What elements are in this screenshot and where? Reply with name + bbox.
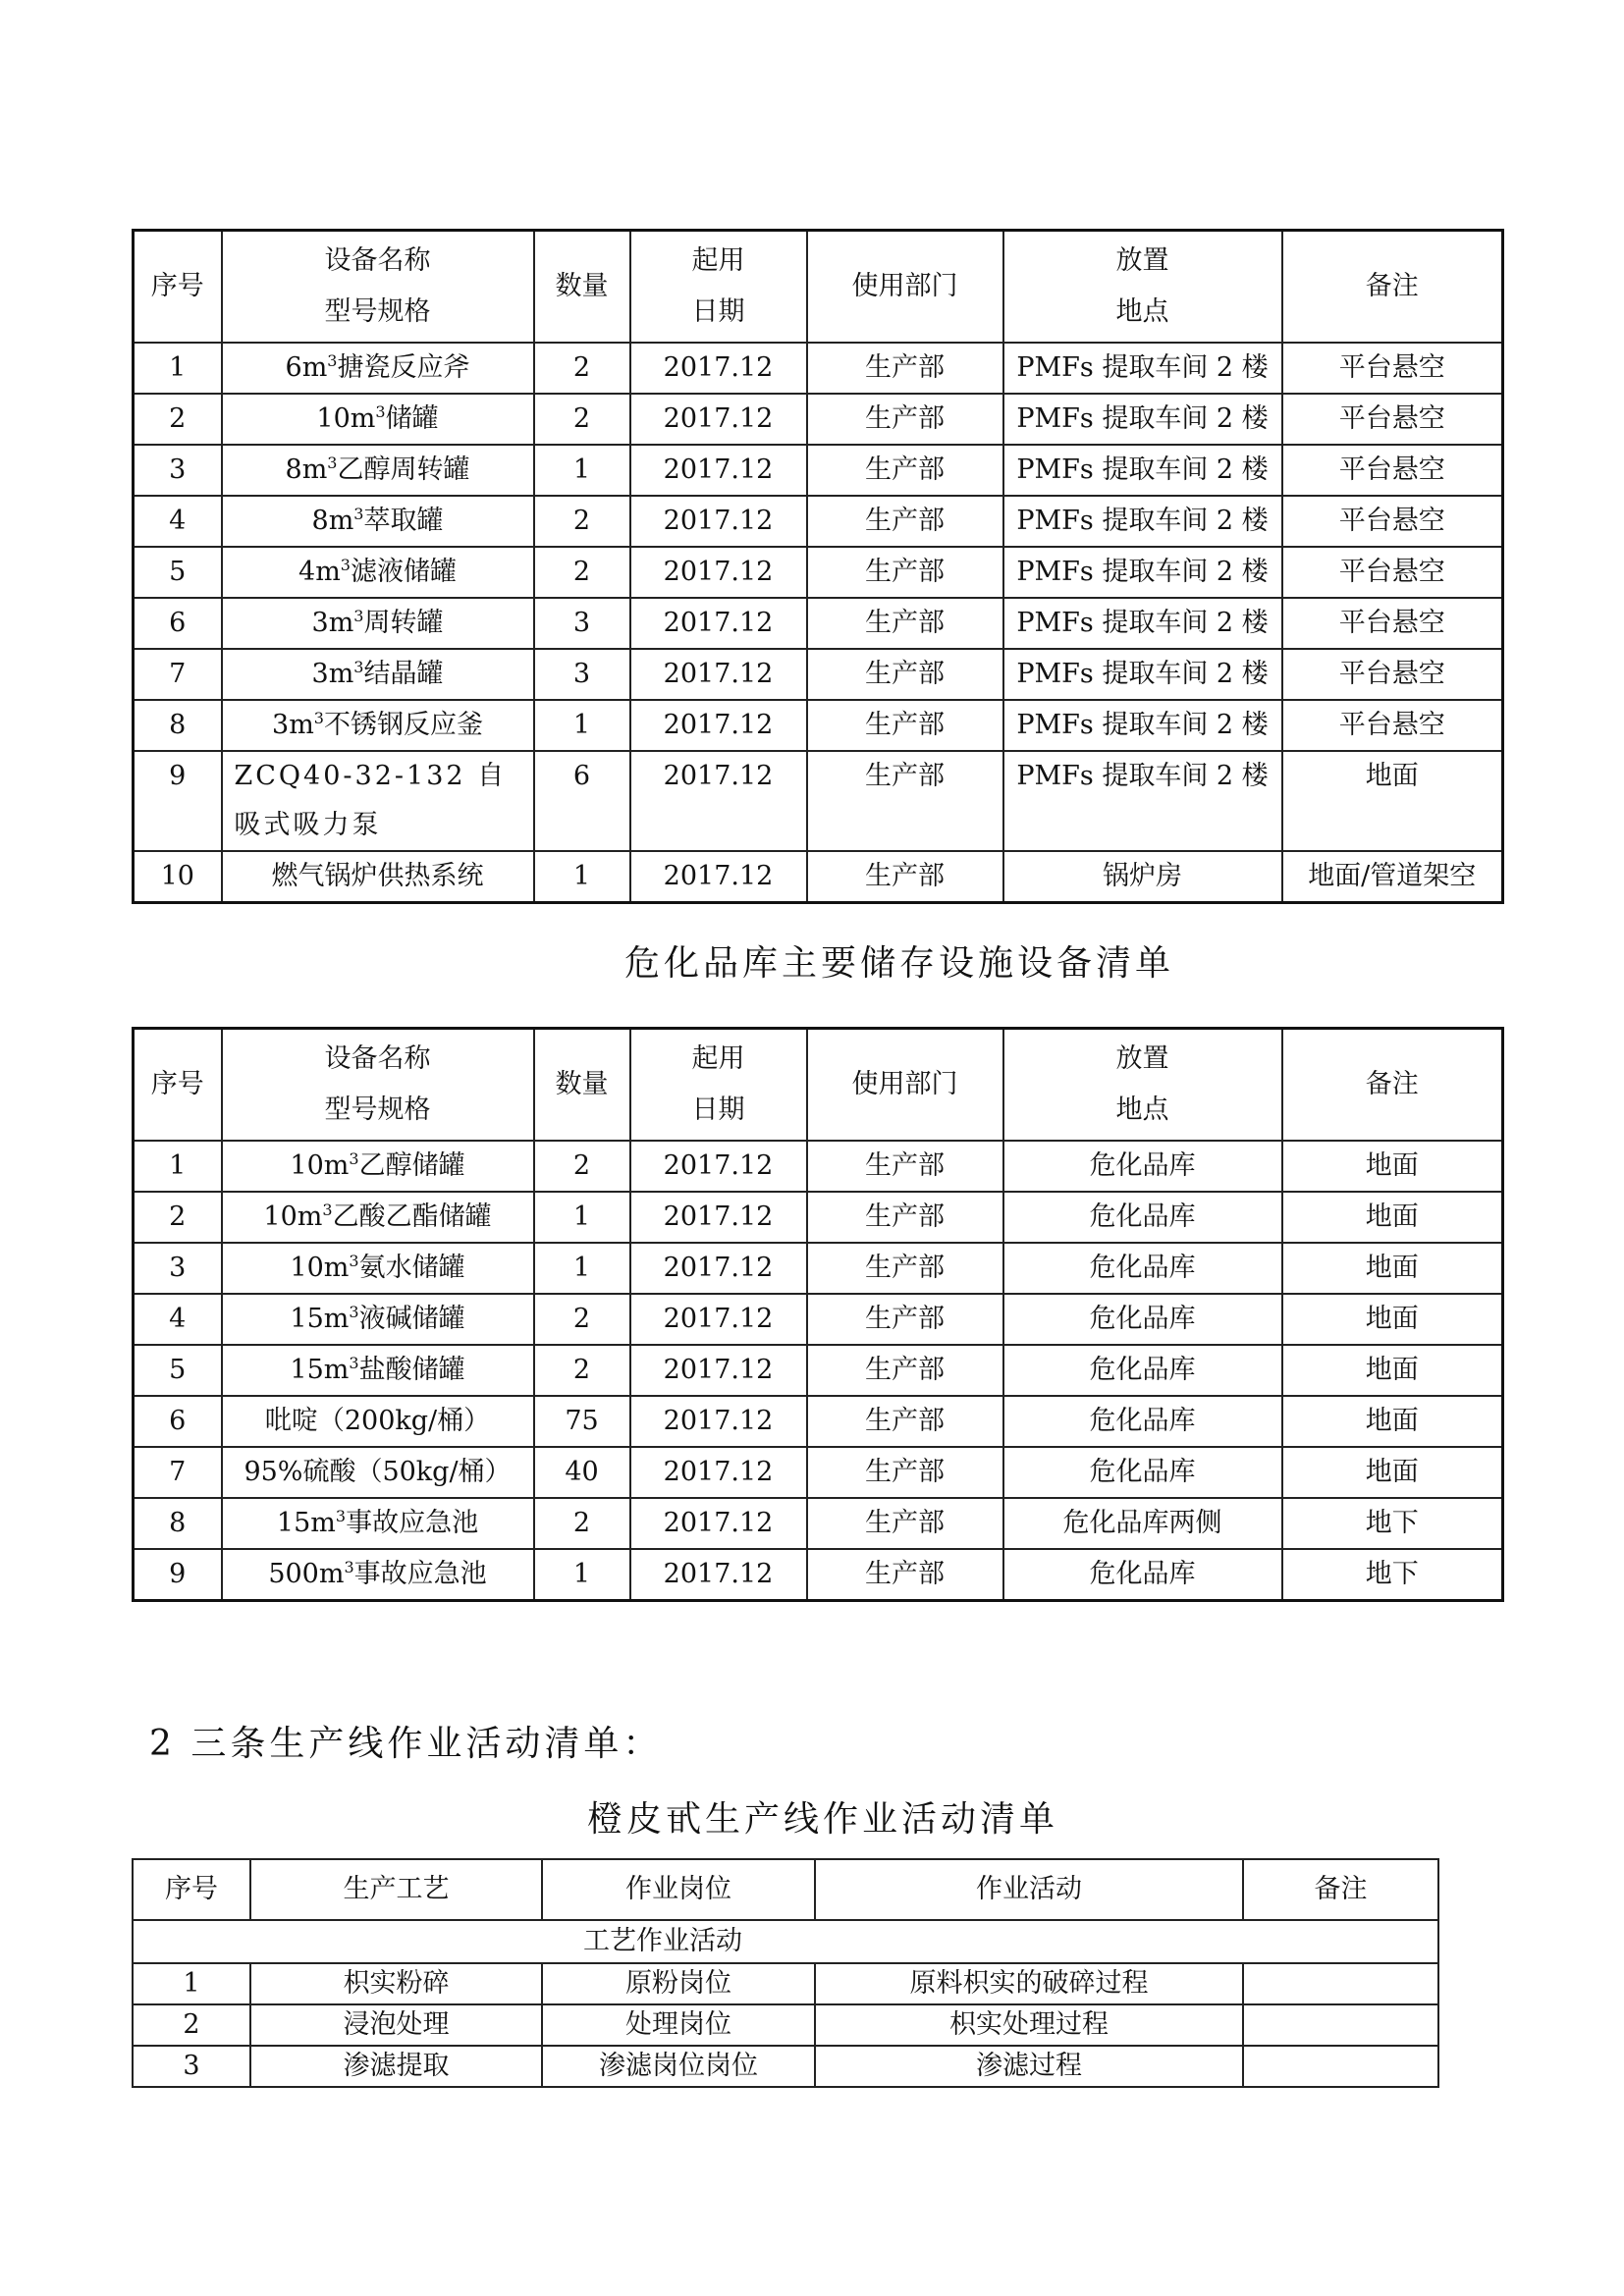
table-row xyxy=(133,1963,1438,2004)
cell-qty: 2 xyxy=(534,1498,630,1549)
cell-qty: 2 xyxy=(534,1294,630,1345)
table-row xyxy=(134,1345,1503,1396)
header-date: 起用 日期 xyxy=(630,1029,807,1142)
header-process: 生产工艺 xyxy=(250,1859,542,1920)
cell-remark: 地下 xyxy=(1282,1549,1503,1601)
cell-remark xyxy=(1243,2004,1438,2046)
cell-name: ZCQ40-32-132 自吸式吸力泵 xyxy=(222,751,534,851)
cell-remark: 地面 xyxy=(1282,1447,1503,1498)
cell-location: PMFs 提取车间 2 楼 xyxy=(1003,598,1282,649)
cell-remark: 地下 xyxy=(1282,1498,1503,1549)
cell-name: 吡啶（200kg/桶） xyxy=(222,1396,534,1447)
cell-date: 2017.12 xyxy=(630,1294,807,1345)
cell-qty: 2 xyxy=(534,394,630,445)
cell-remark: 平台悬空 xyxy=(1282,598,1503,649)
cell-qty: 75 xyxy=(534,1396,630,1447)
cell-name: $3m^3$不锈钢反应釜 xyxy=(222,700,534,751)
section-label: 工艺作业活动 xyxy=(133,1920,1438,1963)
cell-name: $10m^3$氨水储罐 xyxy=(222,1243,534,1294)
cell-seq: 6 xyxy=(134,598,222,649)
cell-date: 2017.12 xyxy=(630,1345,807,1396)
cell-post: 原粉岗位 xyxy=(542,1963,815,2004)
header-post: 作业岗位 xyxy=(542,1859,815,1920)
table-row xyxy=(134,851,1503,903)
cell-qty: 2 xyxy=(534,547,630,598)
cell-qty: 3 xyxy=(534,649,630,700)
cell-location: 危化品库 xyxy=(1003,1243,1282,1294)
cell-name: $10m^3$乙醇储罐 xyxy=(222,1141,534,1192)
header-dept: 使用部门 xyxy=(807,231,1003,344)
cell-qty: 2 xyxy=(534,496,630,547)
cell-date: 2017.12 xyxy=(630,1243,807,1294)
cell-location: PMFs 提取车间 2 楼 xyxy=(1003,700,1282,751)
cell-date: 2017.12 xyxy=(630,1447,807,1498)
table-row xyxy=(134,1294,1503,1345)
cell-seq: 5 xyxy=(134,1345,222,1396)
cell-date: 2017.12 xyxy=(630,1498,807,1549)
header-remark: 备注 xyxy=(1282,1029,1503,1142)
cell-date: 2017.12 xyxy=(630,445,807,496)
cell-name: $8m^3$乙醇周转罐 xyxy=(222,445,534,496)
table-row xyxy=(134,547,1503,598)
cell-dept: 生产部 xyxy=(807,1192,1003,1243)
cell-activity: 原料枳实的破碎过程 xyxy=(815,1963,1243,2004)
header-name: 设备名称 型号规格 xyxy=(222,231,534,344)
cell-dept: 生产部 xyxy=(807,1345,1003,1396)
table-header-row xyxy=(133,1859,1438,1920)
header-qty: 数量 xyxy=(534,1029,630,1142)
cell-dept: 生产部 xyxy=(807,851,1003,903)
cell-location: 危化品库 xyxy=(1003,1141,1282,1192)
cell-seq: 8 xyxy=(134,700,222,751)
cell-date: 2017.12 xyxy=(630,547,807,598)
cell-dept: 生产部 xyxy=(807,1396,1003,1447)
cell-process: 浸泡处理 xyxy=(250,2004,542,2046)
cell-dept: 生产部 xyxy=(807,343,1003,394)
cell-date: 2017.12 xyxy=(630,700,807,751)
cell-dept: 生产部 xyxy=(807,547,1003,598)
header-remark: 备注 xyxy=(1282,231,1503,344)
cell-dept: 生产部 xyxy=(807,1294,1003,1345)
cell-remark: 地面/管道架空 xyxy=(1282,851,1503,903)
header-location: 放置 地点 xyxy=(1003,1029,1282,1142)
cell-dept: 生产部 xyxy=(807,496,1003,547)
cell-remark: 地面 xyxy=(1282,751,1503,851)
cell-qty: 2 xyxy=(534,1141,630,1192)
cell-name: 95%硫酸（50kg/桶） xyxy=(222,1447,534,1498)
table-row xyxy=(133,2046,1438,2087)
table-row xyxy=(134,598,1503,649)
cell-name: $4m^3$滤液储罐 xyxy=(222,547,534,598)
table-row xyxy=(134,1396,1503,1447)
cell-remark: 地面 xyxy=(1282,1294,1503,1345)
table-row xyxy=(134,1141,1503,1192)
cell-seq: 5 xyxy=(134,547,222,598)
cell-date: 2017.12 xyxy=(630,751,807,851)
cell-seq: 4 xyxy=(134,496,222,547)
cell-location: PMFs 提取车间 2 楼 xyxy=(1003,751,1282,851)
table-row xyxy=(134,1447,1503,1498)
cell-seq: 3 xyxy=(133,2046,250,2087)
cell-dept: 生产部 xyxy=(807,1549,1003,1601)
cell-seq: 1 xyxy=(134,1141,222,1192)
cell-location: PMFs 提取车间 2 楼 xyxy=(1003,343,1282,394)
header-name: 设备名称 型号规格 xyxy=(222,1029,534,1142)
cell-date: 2017.12 xyxy=(630,649,807,700)
header-remark: 备注 xyxy=(1243,1859,1438,1920)
cell-dept: 生产部 xyxy=(807,649,1003,700)
cell-qty: 3 xyxy=(534,598,630,649)
table-row xyxy=(134,649,1503,700)
cell-activity: 渗滤过程 xyxy=(815,2046,1243,2087)
table-row xyxy=(133,2004,1438,2046)
cell-location: 危化品库 xyxy=(1003,1192,1282,1243)
cell-date: 2017.12 xyxy=(630,394,807,445)
cell-location: PMFs 提取车间 2 楼 xyxy=(1003,394,1282,445)
cell-qty: 1 xyxy=(534,1549,630,1601)
cell-name: $15m^3$液碱储罐 xyxy=(222,1294,534,1345)
cell-dept: 生产部 xyxy=(807,1243,1003,1294)
header-seq: 序号 xyxy=(134,1029,222,1142)
cell-location: 锅炉房 xyxy=(1003,851,1282,903)
cell-seq: 7 xyxy=(134,1447,222,1498)
cell-remark: 平台悬空 xyxy=(1282,547,1503,598)
cell-name: $500m^3$事故应急池 xyxy=(222,1549,534,1601)
cell-remark: 平台悬空 xyxy=(1282,343,1503,394)
cell-seq: 9 xyxy=(134,751,222,851)
cell-qty: 40 xyxy=(534,1447,630,1498)
cell-location: PMFs 提取车间 2 楼 xyxy=(1003,445,1282,496)
cell-date: 2017.12 xyxy=(630,598,807,649)
cell-remark: 地面 xyxy=(1282,1192,1503,1243)
table-header-row xyxy=(134,231,1503,344)
cell-seq: 1 xyxy=(134,343,222,394)
cell-qty: 1 xyxy=(534,1243,630,1294)
section-row xyxy=(133,1920,1438,1963)
cell-date: 2017.12 xyxy=(630,1192,807,1243)
cell-remark: 平台悬空 xyxy=(1282,394,1503,445)
cell-location: 危化品库 xyxy=(1003,1396,1282,1447)
cell-post: 处理岗位 xyxy=(542,2004,815,2046)
cell-date: 2017.12 xyxy=(630,851,807,903)
header-seq: 序号 xyxy=(134,231,222,344)
cell-location: 危化品库 xyxy=(1003,1447,1282,1498)
cell-remark: 平台悬空 xyxy=(1282,649,1503,700)
cell-seq: 2 xyxy=(133,2004,250,2046)
cell-location: 危化品库 xyxy=(1003,1345,1282,1396)
cell-remark xyxy=(1243,2046,1438,2087)
table-row xyxy=(134,1192,1503,1243)
table-row xyxy=(134,496,1503,547)
table-row xyxy=(134,1243,1503,1294)
header-location: 放置 地点 xyxy=(1003,231,1282,344)
table-row xyxy=(134,343,1503,394)
cell-name: 燃气锅炉供热系统 xyxy=(222,851,534,903)
cell-seq: 10 xyxy=(134,851,222,903)
cell-seq: 3 xyxy=(134,1243,222,1294)
table-row xyxy=(134,1549,1503,1601)
cell-remark: 地面 xyxy=(1282,1345,1503,1396)
cell-name: $10m^3$储罐 xyxy=(222,394,534,445)
cell-remark xyxy=(1243,1963,1438,2004)
cell-remark: 平台悬空 xyxy=(1282,445,1503,496)
cell-dept: 生产部 xyxy=(807,700,1003,751)
cell-date: 2017.12 xyxy=(630,496,807,547)
cell-location: 危化品库两侧 xyxy=(1003,1498,1282,1549)
cell-name: $8m^3$萃取罐 xyxy=(222,496,534,547)
cell-qty: 2 xyxy=(534,1345,630,1396)
cell-name: $3m^3$结晶罐 xyxy=(222,649,534,700)
cell-seq: 1 xyxy=(133,1963,250,2004)
cell-dept: 生产部 xyxy=(807,1141,1003,1192)
cell-qty: 1 xyxy=(534,851,630,903)
cell-qty: 1 xyxy=(534,1192,630,1243)
section-heading: 2 三条生产线作业活动清单： xyxy=(149,1724,663,1764)
table-header-row xyxy=(134,1029,1503,1142)
cell-post: 渗滤岗位岗位 xyxy=(542,2046,815,2087)
table-row xyxy=(134,751,1503,851)
cell-location: PMFs 提取车间 2 楼 xyxy=(1003,649,1282,700)
cell-qty: 1 xyxy=(534,700,630,751)
cell-seq: 2 xyxy=(134,1192,222,1243)
cell-dept: 生产部 xyxy=(807,1498,1003,1549)
cell-name: $15m^3$事故应急池 xyxy=(222,1498,534,1549)
cell-remark: 地面 xyxy=(1282,1141,1503,1192)
cell-qty: 2 xyxy=(534,343,630,394)
cell-qty: 6 xyxy=(534,751,630,851)
cell-location: 危化品库 xyxy=(1003,1294,1282,1345)
cell-process: 渗滤提取 xyxy=(250,2046,542,2087)
cell-seq: 3 xyxy=(134,445,222,496)
table-row xyxy=(134,394,1503,445)
table-2-title: 危化品库主要储存设施设备清单 xyxy=(624,943,1175,984)
cell-dept: 生产部 xyxy=(807,1447,1003,1498)
cell-name: $15m^3$盐酸储罐 xyxy=(222,1345,534,1396)
cell-date: 2017.12 xyxy=(630,1141,807,1192)
header-activity: 作业活动 xyxy=(815,1859,1243,1920)
cell-remark: 地面 xyxy=(1282,1396,1503,1447)
cell-activity: 枳实处理过程 xyxy=(815,2004,1243,2046)
cell-dept: 生产部 xyxy=(807,445,1003,496)
activity-table-title: 橙皮甙生产线作业活动清单 xyxy=(587,1799,1059,1840)
cell-seq: 7 xyxy=(134,649,222,700)
activity-table xyxy=(132,1858,1439,2088)
cell-remark: 平台悬空 xyxy=(1282,700,1503,751)
equipment-table-2 xyxy=(132,1027,1504,1602)
header-seq: 序号 xyxy=(133,1859,250,1920)
cell-seq: 6 xyxy=(134,1396,222,1447)
cell-date: 2017.12 xyxy=(630,343,807,394)
cell-seq: 8 xyxy=(134,1498,222,1549)
cell-remark: 地面 xyxy=(1282,1243,1503,1294)
cell-location: PMFs 提取车间 2 楼 xyxy=(1003,547,1282,598)
cell-dept: 生产部 xyxy=(807,394,1003,445)
cell-dept: 生产部 xyxy=(807,598,1003,649)
cell-qty: 1 xyxy=(534,445,630,496)
header-date: 起用 日期 xyxy=(630,231,807,344)
equipment-table-1 xyxy=(132,229,1504,904)
cell-seq: 4 xyxy=(134,1294,222,1345)
cell-date: 2017.12 xyxy=(630,1396,807,1447)
cell-location: 危化品库 xyxy=(1003,1549,1282,1601)
table-row xyxy=(134,1498,1503,1549)
cell-seq: 2 xyxy=(134,394,222,445)
cell-name: $6m^3$搪瓷反应斧 xyxy=(222,343,534,394)
header-dept: 使用部门 xyxy=(807,1029,1003,1142)
cell-process: 枳实粉碎 xyxy=(250,1963,542,2004)
cell-name: $10m^3$乙酸乙酯储罐 xyxy=(222,1192,534,1243)
table-row xyxy=(134,700,1503,751)
cell-dept: 生产部 xyxy=(807,751,1003,851)
cell-name: $3m^3$周转罐 xyxy=(222,598,534,649)
table-row xyxy=(134,445,1503,496)
cell-date: 2017.12 xyxy=(630,1549,807,1601)
cell-seq: 9 xyxy=(134,1549,222,1601)
cell-remark: 平台悬空 xyxy=(1282,496,1503,547)
header-qty: 数量 xyxy=(534,231,630,344)
cell-location: PMFs 提取车间 2 楼 xyxy=(1003,496,1282,547)
